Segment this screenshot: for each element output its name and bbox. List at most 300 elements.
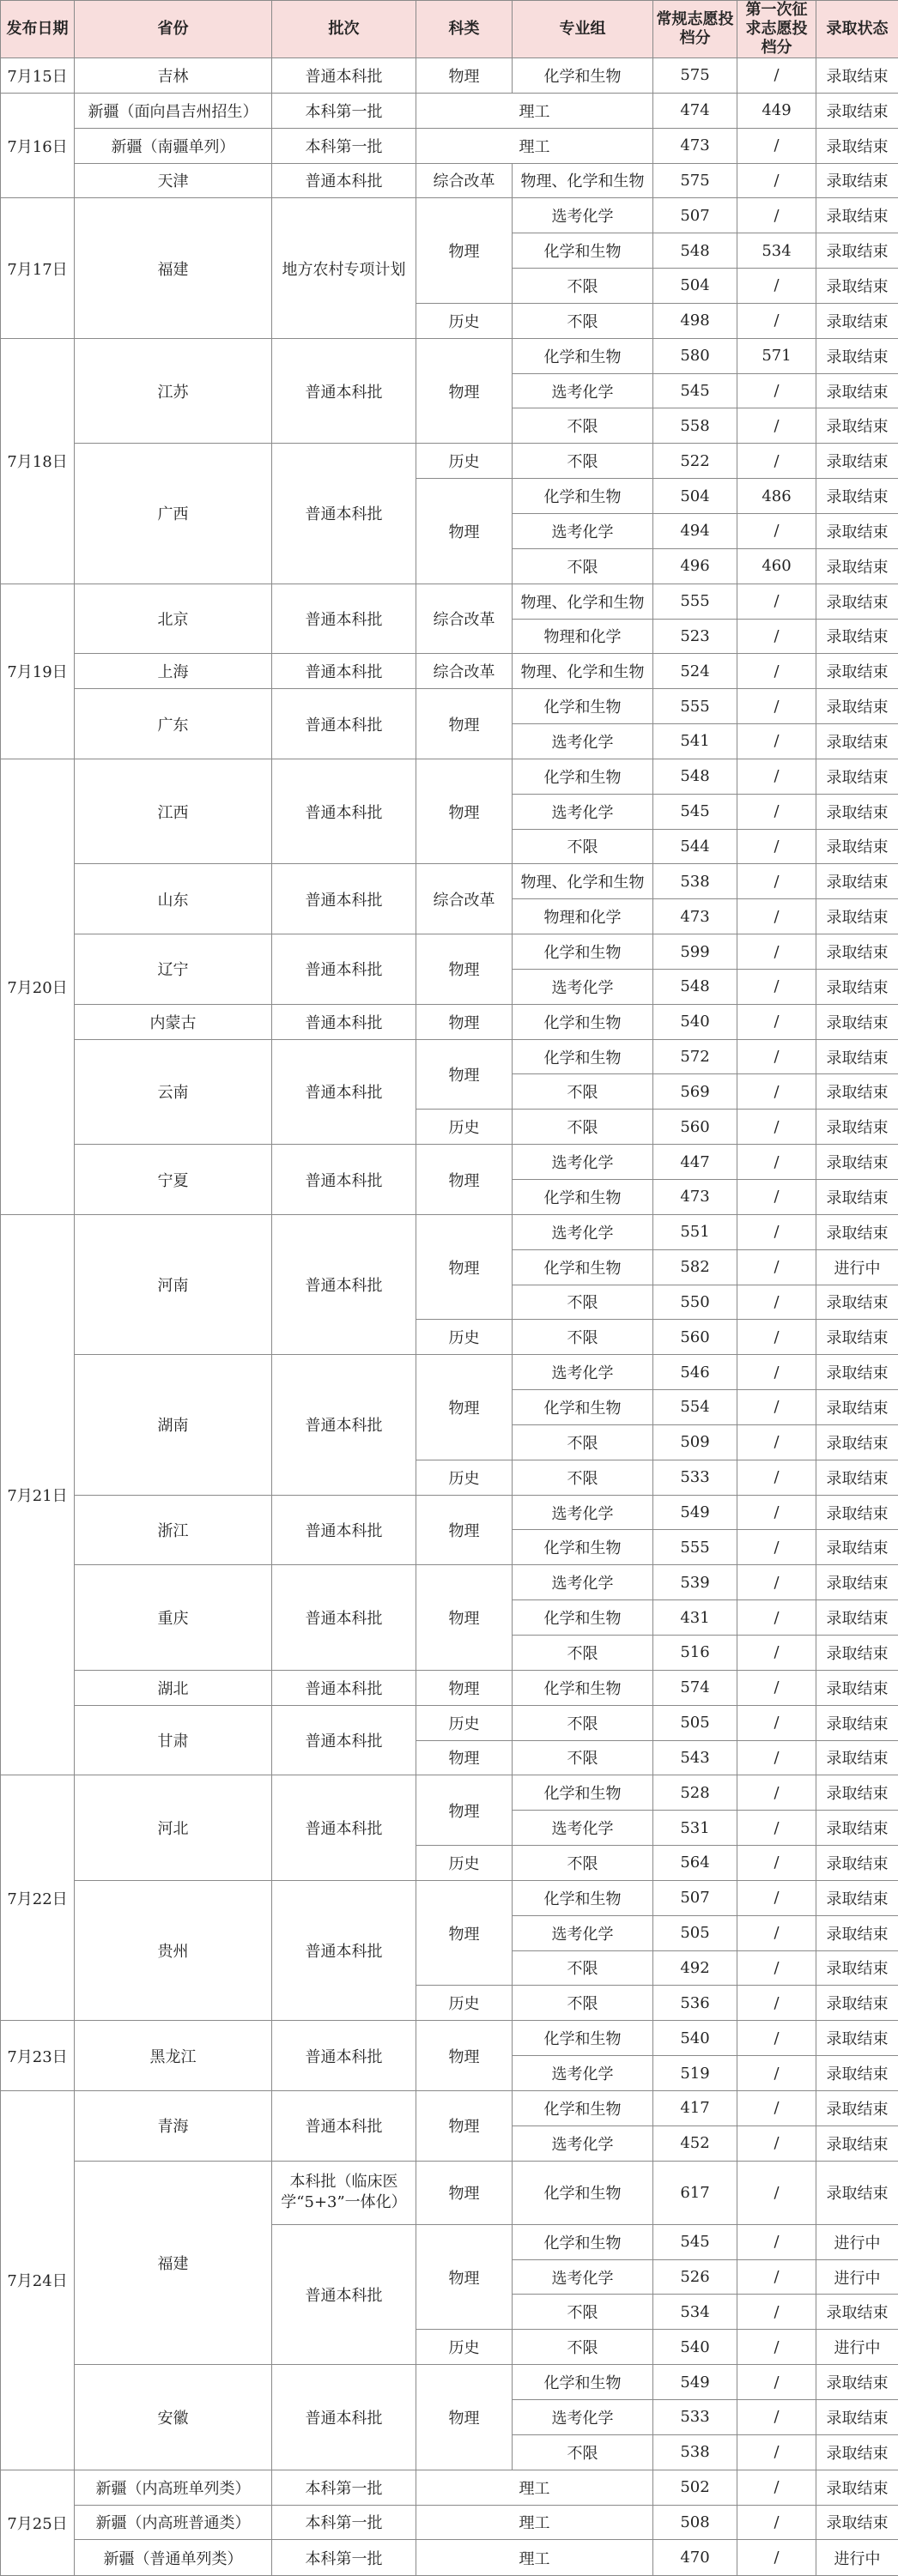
table-cell: 473	[653, 899, 737, 934]
table-cell: 505	[653, 1915, 737, 1950]
table-cell: 533	[653, 2399, 737, 2434]
table-cell: 辽宁	[75, 934, 272, 1005]
table-cell: 化学和生物	[513, 1880, 653, 1915]
table-cell: 录取结束	[816, 479, 898, 514]
table-cell: 普通本科批	[272, 654, 416, 689]
table-cell: 不限	[513, 303, 653, 338]
table-cell: 物理	[416, 2021, 513, 2091]
table-cell: 普通本科批	[272, 864, 416, 934]
table-cell: 录取结束	[816, 1565, 898, 1600]
table-cell: 山东	[75, 864, 272, 934]
table-cell: /	[737, 2161, 816, 2224]
table-cell: 选考化学	[513, 1915, 653, 1950]
table-cell: /	[737, 1285, 816, 1320]
table-cell: 不限	[513, 1110, 653, 1145]
table-cell: 录取结束	[816, 58, 898, 94]
table-cell: 录取结束	[816, 2126, 898, 2161]
table-cell: 化学和生物	[513, 1039, 653, 1074]
table-cell: 重庆	[75, 1565, 272, 1671]
table-cell: 录取结束	[816, 1986, 898, 2021]
table-cell: /	[737, 444, 816, 479]
table-cell: 录取结束	[816, 794, 898, 829]
table-cell: 进行中	[816, 2330, 898, 2365]
table-cell: 新疆（普通单列类）	[75, 2540, 272, 2576]
table-cell: 普通本科批	[272, 2021, 416, 2091]
table-cell: 546	[653, 1355, 737, 1390]
table-cell: 580	[653, 338, 737, 373]
table-cell: 不限	[513, 1635, 653, 1670]
table-cell: 选考化学	[513, 373, 653, 408]
table-cell: /	[737, 1145, 816, 1180]
table-cell: 550	[653, 1285, 737, 1320]
table-cell: 不限	[513, 269, 653, 304]
table-cell: 物理	[416, 759, 513, 864]
table-cell: 选考化学	[513, 1811, 653, 1846]
table-cell: 江西	[75, 759, 272, 864]
table-cell: 化学和生物	[513, 1670, 653, 1705]
table-cell: 录取结束	[816, 2470, 898, 2505]
table-cell: 录取结束	[816, 1285, 898, 1320]
table-cell: /	[737, 2470, 816, 2505]
table-cell: 录取结束	[816, 689, 898, 724]
table-cell: 560	[653, 1110, 737, 1145]
table-cell: 普通本科批	[272, 338, 416, 444]
table-cell: 选考化学	[513, 724, 653, 759]
table-cell: 化学和生物	[513, 1530, 653, 1565]
table-cell: 理工	[416, 128, 653, 163]
header-status: 录取状态	[816, 1, 898, 58]
table-cell: 548	[653, 759, 737, 794]
table-cell: 本科第一批	[272, 93, 416, 128]
table-cell: 540	[653, 2330, 737, 2365]
table-cell: 录取结束	[816, 338, 898, 373]
table-cell: 广东	[75, 689, 272, 759]
table-cell: 555	[653, 689, 737, 724]
table-cell: 综合改革	[416, 864, 513, 934]
table-cell: 浙江	[75, 1495, 272, 1565]
table-cell: 化学和生物	[513, 2090, 653, 2126]
table-cell: /	[737, 1811, 816, 1846]
table-cell: /	[737, 759, 816, 794]
table-cell: 7月20日	[1, 759, 75, 1214]
table-cell: /	[737, 654, 816, 689]
table-cell: 化学和生物	[513, 58, 653, 94]
table-row	[1, 2090, 898, 2126]
table-cell: 新疆（南疆单列）	[75, 128, 272, 163]
table-cell: 不限	[513, 444, 653, 479]
table-cell: 历史	[416, 1320, 513, 1355]
table-cell: /	[737, 1670, 816, 1705]
table-cell: 录取结束	[816, 408, 898, 444]
table-cell: 不限	[513, 1074, 653, 1110]
table-body	[1, 58, 898, 2576]
table-cell: 录取结束	[816, 233, 898, 269]
table-cell: 录取结束	[816, 1180, 898, 1215]
table-cell: 575	[653, 163, 737, 198]
table-cell: 新疆（内高班普通类）	[75, 2505, 272, 2540]
table-cell: 534	[737, 233, 816, 269]
table-cell: 内蒙古	[75, 1004, 272, 1039]
table-row	[1, 689, 898, 724]
table-cell: 564	[653, 1846, 737, 1881]
table-cell: /	[737, 934, 816, 970]
table-cell: 化学和生物	[513, 689, 653, 724]
table-cell: 物理、化学和生物	[513, 163, 653, 198]
table-cell: 549	[653, 2365, 737, 2400]
table-cell: 不限	[513, 829, 653, 864]
table-cell: /	[737, 689, 816, 724]
table-cell: 物理	[416, 2224, 513, 2330]
table-cell: 582	[653, 1249, 737, 1285]
table-cell: 7月18日	[1, 338, 75, 584]
table-cell: 7月22日	[1, 1775, 75, 2021]
table-cell: 录取结束	[816, 2161, 898, 2224]
table-cell: /	[737, 2259, 816, 2295]
table-row	[1, 1495, 898, 1530]
table-row	[1, 338, 898, 373]
table-cell: 555	[653, 1530, 737, 1565]
table-cell: 普通本科批	[272, 584, 416, 654]
table-cell: /	[737, 1705, 816, 1740]
table-cell: 544	[653, 829, 737, 864]
table-cell: 523	[653, 619, 737, 654]
table-row	[1, 1775, 898, 1811]
table-cell: 486	[737, 479, 816, 514]
table-cell: 543	[653, 1740, 737, 1775]
table-cell: 广西	[75, 444, 272, 584]
table-cell: 新疆（内高班单列类）	[75, 2470, 272, 2505]
table-cell: 录取结束	[816, 1811, 898, 1846]
table-cell: 不限	[513, 2295, 653, 2330]
table-cell: 录取结束	[816, 969, 898, 1004]
table-cell: /	[737, 373, 816, 408]
header-regular-score: 常规志愿投档分	[653, 1, 737, 58]
table-cell: 进行中	[816, 2259, 898, 2295]
table-cell: 录取结束	[816, 2056, 898, 2091]
table-cell: /	[737, 303, 816, 338]
table-cell: 综合改革	[416, 163, 513, 198]
table-cell: 不限	[513, 1460, 653, 1495]
table-cell: 524	[653, 654, 737, 689]
table-cell: /	[737, 128, 816, 163]
table-cell: 吉林	[75, 58, 272, 94]
table-cell: /	[737, 899, 816, 934]
table-cell: /	[737, 2434, 816, 2470]
table-cell: 选考化学	[513, 1565, 653, 1600]
table-cell: 不限	[513, 548, 653, 584]
table-cell: 物理	[416, 1145, 513, 1215]
table-cell: 福建	[75, 198, 272, 338]
table-cell: 选考化学	[513, 1214, 653, 1249]
table-cell: /	[737, 584, 816, 619]
table-row	[1, 584, 898, 619]
table-cell: /	[737, 269, 816, 304]
table-cell: 化学和生物	[513, 2021, 653, 2056]
table-cell: 533	[653, 1460, 737, 1495]
table-cell: 534	[653, 2295, 737, 2330]
table-cell: /	[737, 1986, 816, 2021]
table-cell: /	[737, 829, 816, 864]
table-cell: 551	[653, 1214, 737, 1249]
table-cell: 北京	[75, 584, 272, 654]
table-cell: 不限	[513, 2330, 653, 2365]
table-cell: /	[737, 2330, 816, 2365]
table-cell: 548	[653, 233, 737, 269]
table-row	[1, 864, 898, 899]
table-cell: 536	[653, 1986, 737, 2021]
table-cell: /	[737, 1424, 816, 1460]
table-row	[1, 1670, 898, 1705]
table-row	[1, 1004, 898, 1039]
table-cell: /	[737, 1635, 816, 1670]
table-row	[1, 1214, 898, 1249]
table-cell: /	[737, 1495, 816, 1530]
table-cell: 物理	[416, 1565, 513, 1671]
table-cell: 572	[653, 1039, 737, 1074]
table-cell: 化学和生物	[513, 1180, 653, 1215]
table-cell: /	[737, 1074, 816, 1110]
table-cell: /	[737, 2224, 816, 2259]
table-cell: 录取结束	[816, 93, 898, 128]
table-cell: 选考化学	[513, 198, 653, 233]
table-cell: 选考化学	[513, 794, 653, 829]
table-cell: /	[737, 2399, 816, 2434]
table-cell: 普通本科批	[272, 934, 416, 1005]
table-cell: 560	[653, 1320, 737, 1355]
table-cell: 普通本科批	[272, 759, 416, 864]
table-cell: 431	[653, 1600, 737, 1636]
table-cell: 496	[653, 548, 737, 584]
table-cell: 574	[653, 1670, 737, 1705]
table-cell: /	[737, 2126, 816, 2161]
header-subject: 科类	[416, 1, 513, 58]
header-first-call-score: 第一次征求志愿投档分	[737, 1, 816, 58]
table-cell: 化学和生物	[513, 1004, 653, 1039]
table-cell: 录取结束	[816, 619, 898, 654]
table-cell: 历史	[416, 1846, 513, 1881]
table-cell: /	[737, 2090, 816, 2126]
table-cell: /	[737, 2021, 816, 2056]
table-cell: 录取结束	[816, 1355, 898, 1390]
table-cell: 天津	[75, 163, 272, 198]
table-cell: 物理	[416, 1004, 513, 1039]
table-cell: 508	[653, 2505, 737, 2540]
table-cell: /	[737, 1249, 816, 1285]
table-cell: 录取结束	[816, 2365, 898, 2400]
table-cell: 物理	[416, 1039, 513, 1110]
table-cell: 录取结束	[816, 1074, 898, 1110]
table-cell: 理工	[416, 2540, 653, 2576]
table-cell: 504	[653, 479, 737, 514]
table-cell: 物理和化学	[513, 619, 653, 654]
table-cell: /	[737, 1320, 816, 1355]
table-cell: 化学和生物	[513, 1249, 653, 1285]
table-header-row	[1, 1, 898, 58]
table-cell: /	[737, 1390, 816, 1425]
table-row	[1, 93, 898, 128]
table-cell: 录取结束	[816, 444, 898, 479]
table-cell: 历史	[416, 1705, 513, 1740]
table-row	[1, 58, 898, 94]
table-cell: 498	[653, 303, 737, 338]
table-cell: 青海	[75, 2090, 272, 2161]
table-cell: 选考化学	[513, 2259, 653, 2295]
table-row	[1, 2540, 898, 2576]
table-cell: 7月17日	[1, 198, 75, 338]
table-cell: 538	[653, 864, 737, 899]
table-cell: 录取结束	[816, 899, 898, 934]
table-cell: 575	[653, 58, 737, 94]
table-cell: 黑龙江	[75, 2021, 272, 2091]
table-cell: 河北	[75, 1775, 272, 1881]
table-cell: 505	[653, 1705, 737, 1740]
table-cell: /	[737, 794, 816, 829]
table-cell: 综合改革	[416, 584, 513, 654]
table-cell: 录取结束	[816, 1214, 898, 1249]
table-cell: 不限	[513, 1320, 653, 1355]
table-cell: 甘肃	[75, 1705, 272, 1775]
table-cell: 化学和生物	[513, 2365, 653, 2400]
table-cell: 录取结束	[816, 2295, 898, 2330]
table-cell: 545	[653, 794, 737, 829]
table-cell: 普通本科批	[272, 1004, 416, 1039]
table-cell: 理工	[416, 2505, 653, 2540]
table-cell: 湖北	[75, 1670, 272, 1705]
table-cell: 历史	[416, 444, 513, 479]
table-cell: 507	[653, 1880, 737, 1915]
table-cell: 7月23日	[1, 2021, 75, 2091]
table-cell: 选考化学	[513, 2056, 653, 2091]
table-cell: 物理	[416, 1880, 513, 1986]
table-cell: 化学和生物	[513, 1600, 653, 1636]
table-cell: 物理	[416, 2365, 513, 2470]
table-cell: 物理	[416, 2090, 513, 2161]
table-cell: 录取结束	[816, 1390, 898, 1425]
table-cell: /	[737, 1950, 816, 1986]
table-cell: 普通本科批	[272, 1145, 416, 1215]
table-cell: /	[737, 864, 816, 899]
table-cell: 理工	[416, 2470, 653, 2505]
table-cell: 本科第一批	[272, 2470, 416, 2505]
table-cell: 554	[653, 1390, 737, 1425]
table-cell: 进行中	[816, 2224, 898, 2259]
table-cell: 综合改革	[416, 654, 513, 689]
table-cell: 558	[653, 408, 737, 444]
table-cell: 7月24日	[1, 2090, 75, 2470]
header-major-group: 专业组	[513, 1, 653, 58]
table-cell: 545	[653, 2224, 737, 2259]
table-cell: 不限	[513, 1424, 653, 1460]
table-cell: /	[737, 969, 816, 1004]
table-cell: 449	[737, 93, 816, 128]
table-cell: 上海	[75, 654, 272, 689]
table-cell: /	[737, 1880, 816, 1915]
table-cell: 化学和生物	[513, 338, 653, 373]
table-cell: 录取结束	[816, 654, 898, 689]
table-cell: /	[737, 2540, 816, 2576]
table-cell: 物理、化学和生物	[513, 864, 653, 899]
table-cell: 录取结束	[816, 303, 898, 338]
table-cell: 化学和生物	[513, 934, 653, 970]
table-cell: 录取结束	[816, 1600, 898, 1636]
table-cell: 录取结束	[816, 1320, 898, 1355]
table-cell: 理工	[416, 93, 653, 128]
table-cell: 选考化学	[513, 1145, 653, 1180]
table-cell: 不限	[513, 1950, 653, 1986]
table-cell: /	[737, 408, 816, 444]
table-row	[1, 2021, 898, 2056]
table-cell: 不限	[513, 408, 653, 444]
table-row	[1, 2161, 898, 2224]
table-cell: 物理	[416, 934, 513, 1005]
table-cell: 江苏	[75, 338, 272, 444]
table-cell: /	[737, 1740, 816, 1775]
table-cell: 492	[653, 1950, 737, 1986]
table-cell: /	[737, 1039, 816, 1074]
table-cell: 物理、化学和生物	[513, 584, 653, 619]
table-cell: 录取结束	[816, 548, 898, 584]
table-cell: 录取结束	[816, 1004, 898, 1039]
table-cell: 化学和生物	[513, 1390, 653, 1425]
table-cell: 地方农村专项计划	[272, 198, 416, 338]
table-cell: 进行中	[816, 2540, 898, 2576]
table-cell: 录取结束	[816, 2021, 898, 2056]
table-cell: 7月15日	[1, 58, 75, 94]
table-cell: /	[737, 1214, 816, 1249]
table-cell: 539	[653, 1565, 737, 1600]
table-cell: 不限	[513, 1705, 653, 1740]
table-cell: 不限	[513, 1285, 653, 1320]
table-cell: 522	[653, 444, 737, 479]
table-cell: 录取结束	[816, 1145, 898, 1180]
table-cell: 录取结束	[816, 1495, 898, 1530]
table-cell: 安徽	[75, 2365, 272, 2470]
table-row	[1, 1705, 898, 1740]
table-row	[1, 2470, 898, 2505]
table-cell: 录取结束	[816, 1039, 898, 1074]
table-cell: 福建	[75, 2161, 272, 2365]
table-cell: 538	[653, 2434, 737, 2470]
table-row	[1, 2365, 898, 2400]
table-cell: 普通本科批	[272, 1775, 416, 1881]
table-cell: 历史	[416, 2330, 513, 2365]
table-cell: 云南	[75, 1039, 272, 1145]
table-cell: 化学和生物	[513, 479, 653, 514]
table-cell: 录取结束	[816, 934, 898, 970]
table-cell: 本科第一批	[272, 128, 416, 163]
table-cell: 548	[653, 969, 737, 1004]
table-cell: 历史	[416, 1110, 513, 1145]
table-cell: 物理	[416, 198, 513, 304]
table-cell: 化学和生物	[513, 2224, 653, 2259]
table-cell: 普通本科批	[272, 1039, 416, 1145]
table-cell: /	[737, 2295, 816, 2330]
table-row	[1, 198, 898, 233]
table-cell: 化学和生物	[513, 233, 653, 269]
header-province: 省份	[75, 1, 272, 58]
table-cell: 普通本科批	[272, 163, 416, 198]
table-cell: 本科第一批	[272, 2505, 416, 2540]
table-cell: /	[737, 513, 816, 548]
table-cell: /	[737, 2505, 816, 2540]
table-cell: 599	[653, 934, 737, 970]
table-cell: 474	[653, 93, 737, 128]
table-cell: 选考化学	[513, 1355, 653, 1390]
table-cell: /	[737, 2365, 816, 2400]
table-cell: 录取结束	[816, 1424, 898, 1460]
table-cell: 普通本科批	[272, 444, 416, 584]
table-cell: 录取结束	[816, 2090, 898, 2126]
